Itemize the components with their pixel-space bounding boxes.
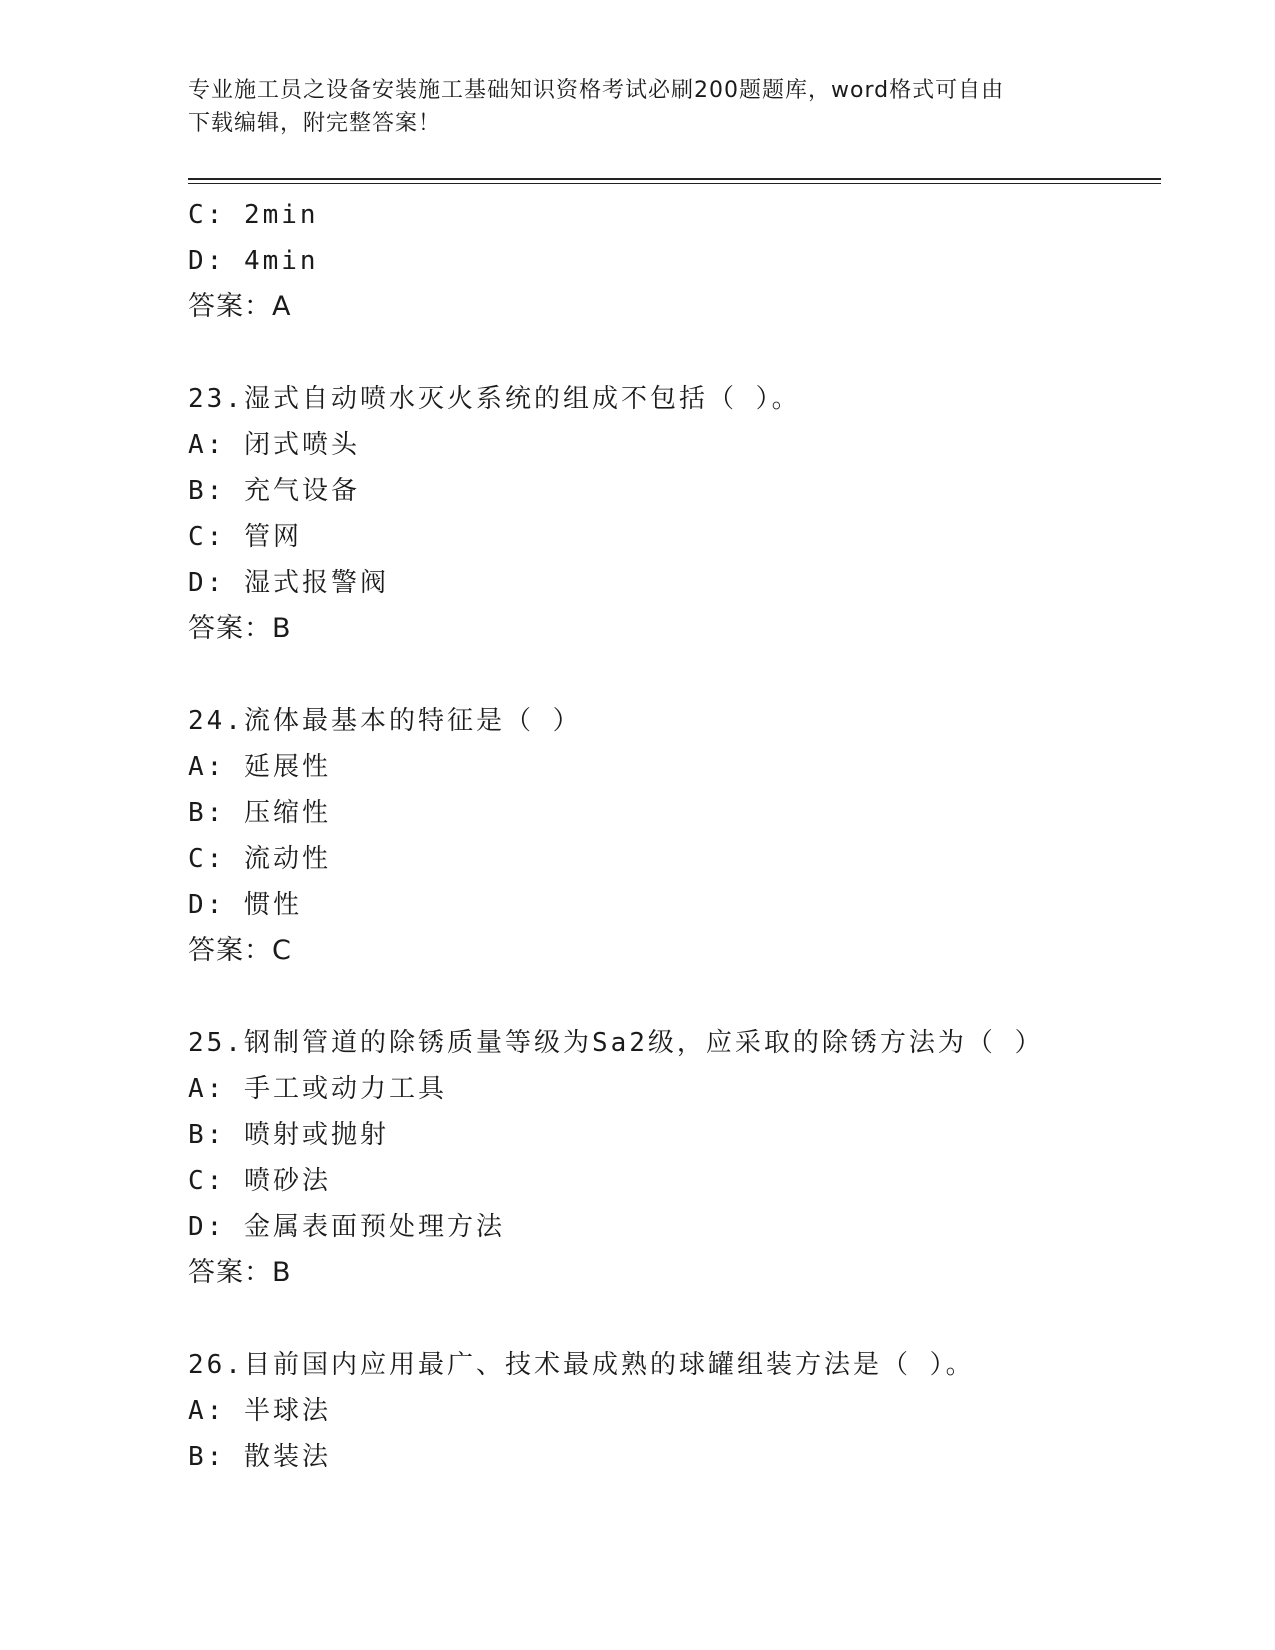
option-d: D: 湿式报警阀 xyxy=(188,568,389,598)
option-c: C: 2min xyxy=(188,200,319,230)
option-a: A: 延展性 xyxy=(188,752,331,782)
header-line-2: 下载编辑，附完整答案！ xyxy=(188,111,442,136)
option-d: D: 金属表面预处理方法 xyxy=(188,1212,505,1242)
question-24 xyxy=(188,698,1148,974)
question-list xyxy=(188,192,1148,1480)
option-b: B: 充气设备 xyxy=(188,476,360,506)
option-a: A: 闭式喷头 xyxy=(188,430,360,460)
option-b: B: 喷射或抛射 xyxy=(188,1120,389,1150)
option-b: B: 压缩性 xyxy=(188,798,331,828)
option-d: D: 4min xyxy=(188,246,319,276)
answer-text: 答案：A xyxy=(188,291,292,322)
option-c: C: 流动性 xyxy=(188,844,331,874)
spacer xyxy=(188,1296,1148,1342)
option-b: B: 散装法 xyxy=(188,1442,331,1472)
option-c: C: 管网 xyxy=(188,522,302,552)
question-text: 24.流体最基本的特征是（ ） xyxy=(188,706,582,736)
question-26 xyxy=(188,1342,1148,1480)
question-text: 26.目前国内应用最广、技术最成熟的球罐组装方法是（ ）。 xyxy=(188,1350,975,1380)
option-a: A: 手工或动力工具 xyxy=(188,1074,447,1104)
header-divider-thin xyxy=(188,183,1161,184)
answer-text: 答案：B xyxy=(188,613,292,644)
question-partial xyxy=(188,192,1148,330)
spacer xyxy=(188,652,1148,698)
document-header xyxy=(188,74,1088,140)
question-25 xyxy=(188,1020,1148,1296)
header-line-1: 专业施工员之设备安装施工基础知识资格考试必刷200题题库，word格式可自由 xyxy=(188,78,1005,103)
question-23 xyxy=(188,376,1148,652)
option-c: C: 喷砂法 xyxy=(188,1166,331,1196)
option-a: A: 半球法 xyxy=(188,1396,331,1426)
spacer xyxy=(188,974,1148,1020)
answer-text: 答案：C xyxy=(188,935,292,966)
header-divider-thick xyxy=(188,178,1161,180)
question-text: 25.钢制管道的除锈质量等级为Sa2级，应采取的除锈方法为（ ） xyxy=(188,1028,1044,1058)
option-d: D: 惯性 xyxy=(188,890,302,920)
answer-text: 答案：B xyxy=(188,1257,292,1288)
question-text: 23.湿式自动喷水灭火系统的组成不包括（ ）。 xyxy=(188,384,801,414)
spacer xyxy=(188,330,1148,376)
